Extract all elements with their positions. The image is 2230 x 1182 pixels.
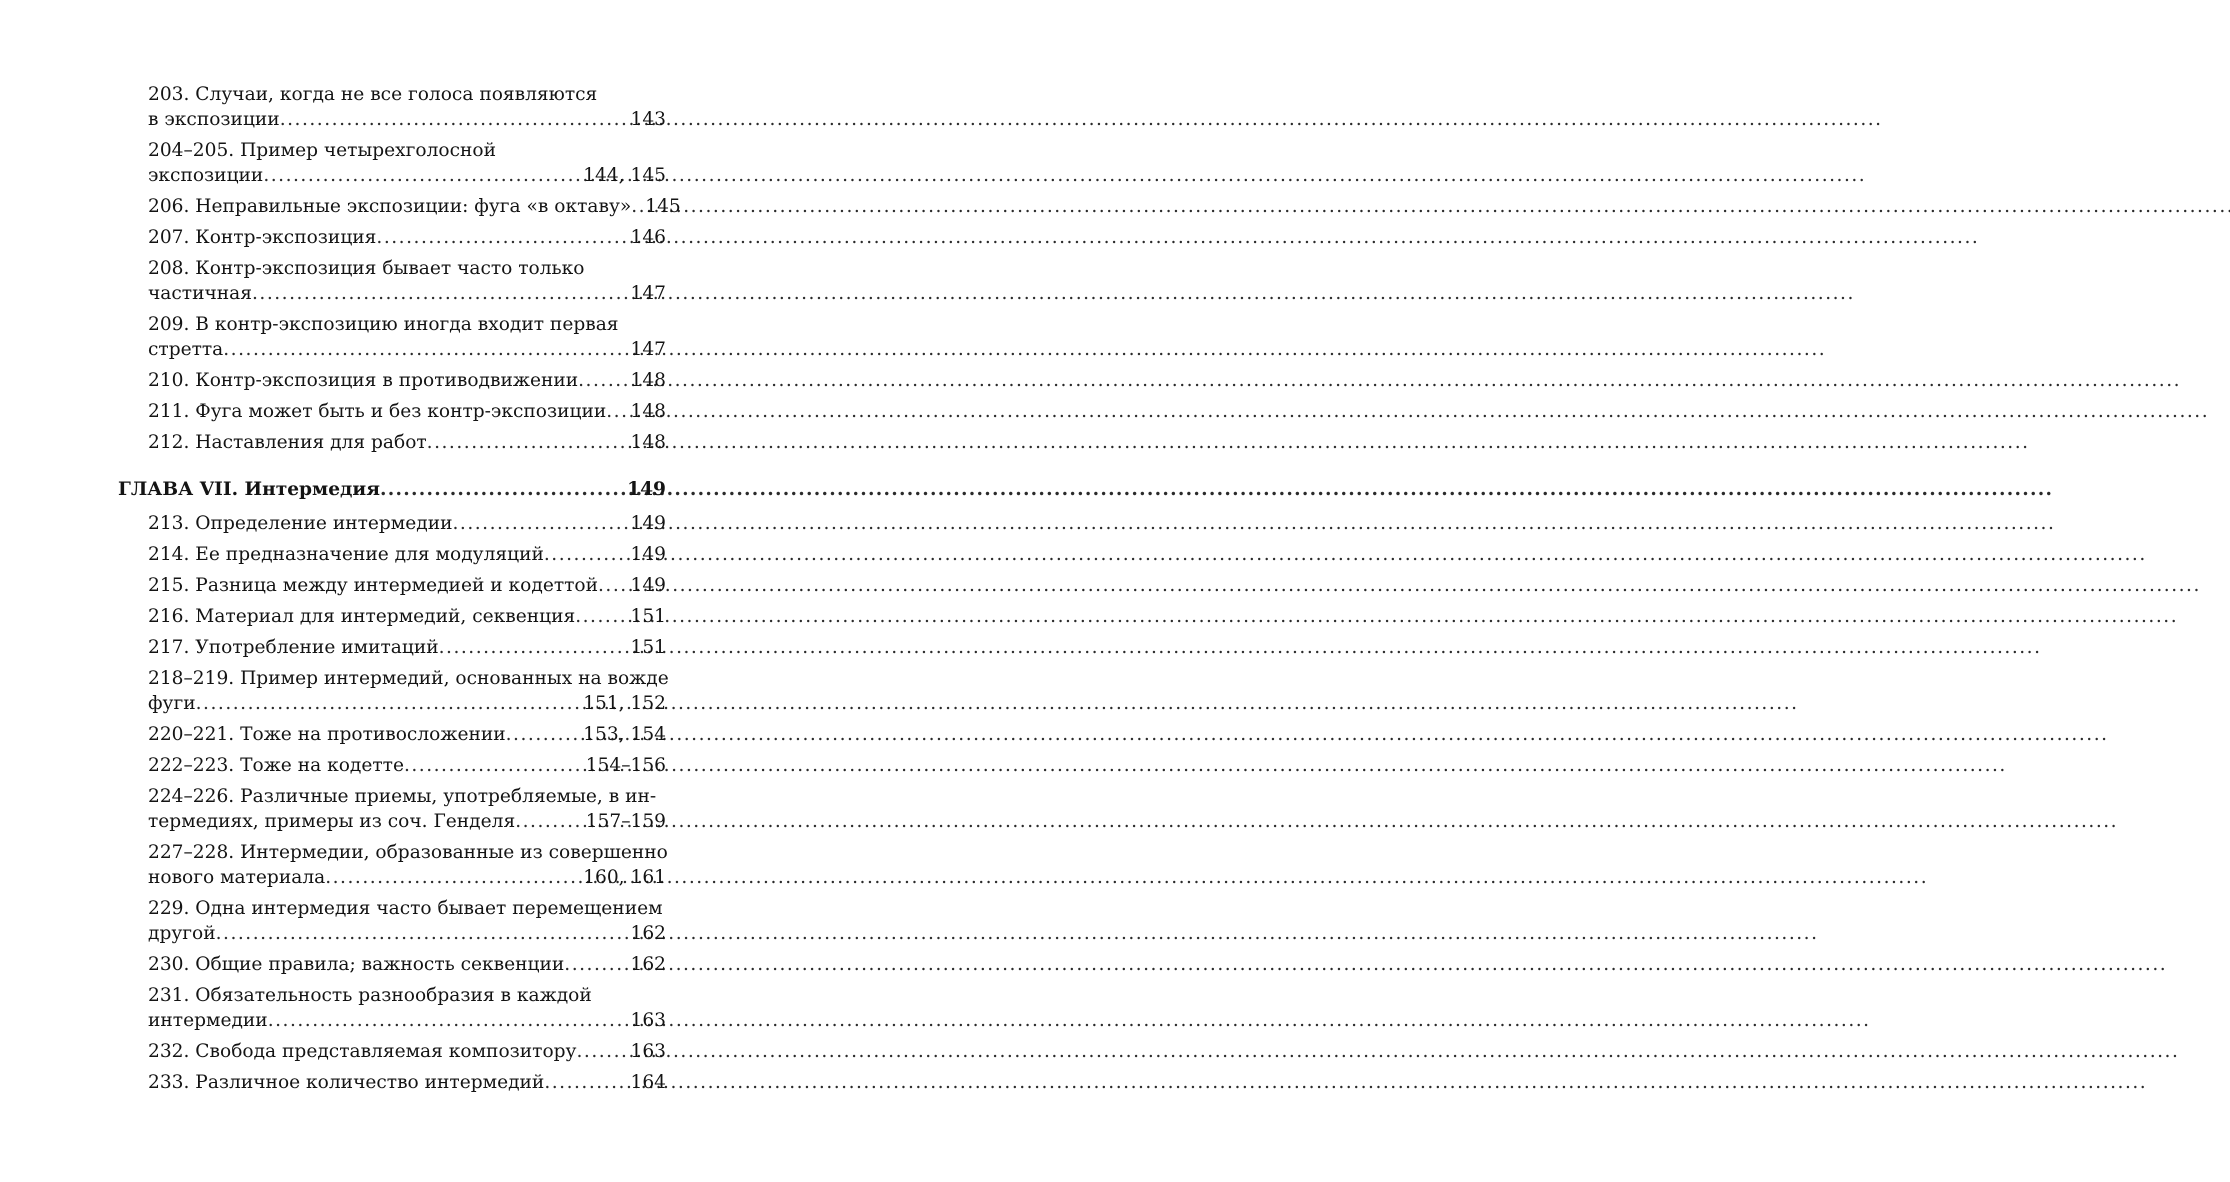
toc-entry-page: 149 [627,479,666,500]
dot-leader [578,368,626,393]
toc-entry-page: 151 [630,606,666,627]
toc-entry-lead-line [148,1008,666,1033]
toc-entry [148,983,666,1033]
toc-entry-lead-line [148,542,666,567]
toc-section-chapter-7 [0,477,756,1101]
toc-entry [148,430,666,455]
toc-entry-text: 207. Контр-экспозиция [148,227,377,248]
toc-entry-lead-line [148,163,666,188]
toc-entry-lead-line [148,865,666,890]
toc-entry-page: 148 [630,432,666,453]
toc-entry-lead-line [148,430,666,455]
toc-entry-page: 147 [630,339,666,360]
toc-entry-text: 217. Употребление имитаций [148,637,439,658]
toc-entry-first-line: 208. Контр-экспозиция бывает часто только [148,258,585,279]
toc-entry [148,722,666,747]
dot-leader [263,163,579,188]
toc-entry-text: нового материала [148,867,326,888]
toc-entry-page: 151, 152 [583,693,666,714]
toc-entry [148,840,666,890]
toc-entry [148,635,666,660]
toc-entry-text: стретта [148,339,224,360]
toc-entry-text: 214. Ее предназначение для модуляций [148,544,544,565]
dot-leader [453,511,627,536]
toc-entry-first-line: 224–226. Различные приемы, употребляемые, в ин- [148,786,657,807]
toc-entry-lead-line [148,194,681,219]
dot-leader [564,952,626,977]
toc-entry [148,256,666,306]
toc-entry-text: 210. Контр-экспозиция в противодвижении [148,370,579,391]
toc-entry-lead-line [148,573,666,598]
toc-entry [148,896,666,946]
toc-entry-first-line: 229. Одна интермедия часто бывает перемещением [148,898,663,919]
toc-entry-lead-line [148,753,666,778]
toc-entry-page: 154–156 [585,755,666,776]
dot-leader [577,1039,627,1064]
toc-entry-text: 213. Определение интермедии [148,513,453,534]
dot-leader [376,225,626,250]
toc-entry-page: 160, 161 [583,867,666,888]
toc-entry [148,225,666,250]
dot-leader [427,430,627,455]
toc-entry-text: термедиях, примеры из соч. Генделя [148,811,516,832]
toc-entry-text: в экспозиции [148,109,280,130]
toc-entry-lead-line [148,952,666,977]
toc-entry-page: 157–159 [585,811,666,832]
toc-entry-text: частичная [148,283,252,304]
toc-entry-text: 230. Общие правила; важность секвенции [148,954,565,975]
toc-entry [148,312,666,362]
toc-entry-page: 149 [630,544,666,565]
toc-entry [148,604,666,629]
toc-entry-text: интермедии [148,1010,268,1031]
toc-entry-text: 215. Разница между интермедией и кодеттой [148,575,598,596]
toc-entry-text: 222–223. Тоже на кодетте [148,755,404,776]
toc-entry-text: 206. Неправильные экспозиции: фуга «в октаву» [148,196,632,217]
toc-entry-lead-line [148,921,666,946]
toc-entry-page: 143 [630,109,666,130]
toc-entry-first-line: 203. Случаи, когда не все голоса появляются [148,84,598,105]
toc-entry-text: другой [148,923,216,944]
toc-entry-lead-line [148,604,666,629]
dot-leader [404,753,582,778]
toc-entry-first-line: 227–228. Интермедии, образованные из совершенно [148,842,668,863]
toc-entry-page: 163 [630,1010,666,1031]
toc-entry-page: 149 [630,513,666,534]
toc-section-chapter-6-continued [0,82,756,461]
dot-leader [544,542,627,567]
toc-entry [148,784,666,834]
toc-entry [148,511,666,536]
toc-entry [148,952,666,977]
book-page [0,0,756,1182]
toc-entry-text: фуги [148,693,196,714]
toc-entry-lead-line [148,225,666,250]
toc-entry [148,1070,666,1095]
dot-leader [606,399,626,424]
toc-entry-page: 144, 145 [583,165,666,186]
dot-leader [515,809,582,834]
dot-leader [631,194,641,219]
toc-entry [148,1039,666,1064]
toc-entry-lead-line [148,337,666,362]
toc-entry-page: 145 [645,196,681,217]
toc-entry-lead-line [148,107,666,132]
dot-leader [439,635,627,660]
toc-entry-lead-line [148,722,666,747]
toc-entry-lead-line [148,281,666,306]
toc-entry-page: 148 [630,370,666,391]
toc-entry-page: 148 [630,401,666,422]
toc-entry-first-line: 209. В контр-экспозицию иногда входит первая [148,314,619,335]
dot-leader [268,1008,627,1033]
toc-entry-page: 162 [630,954,666,975]
dot-leader [598,573,627,598]
toc-entry-page: 153, 154 [583,724,666,745]
toc-entry-text: 232. Свобода представляемая композитору [148,1041,577,1062]
dot-leader [506,722,580,747]
toc-entry [148,666,669,716]
dot-leader [380,477,623,502]
dot-leader [280,107,627,132]
dot-leader [223,337,626,362]
toc-entry-lead-line [148,511,666,536]
toc-entry-text: 211. Фуга может быть и без контр-экспозиции [148,401,607,422]
toc-entry-text: 216. Материал для интермедий, секвенция [148,606,576,627]
toc-entry-lead-line [148,399,666,424]
toc-entry-first-line: 231. Обязательность разнообразия в каждой [148,985,592,1006]
toc-entry-page: 149 [630,575,666,596]
toc-entry-page: 162 [630,923,666,944]
dot-leader [216,921,627,946]
toc-entry-text: 233. Различное количество интермедий [148,1072,545,1093]
toc-entry-page: 146 [630,227,666,248]
toc-entry-first-line: 218–219. Пример интермедий, основанных на вожде [148,668,669,689]
toc-entry-lead-line [148,635,666,660]
toc-entry [148,194,681,219]
toc-entry-text: 220–221. Тоже на противосложении [148,724,506,745]
toc-entry-lead-line [148,1039,666,1064]
toc-entry-page: 163 [630,1041,666,1062]
toc-entry [148,399,666,424]
dot-leader [325,865,579,890]
dot-leader [252,281,627,306]
toc-entry-page: 164 [630,1072,666,1093]
dot-leader [575,604,626,629]
toc-entry-page: 151 [630,637,666,658]
toc-entry [148,573,666,598]
toc-entry-lead-line [148,809,666,834]
toc-entry-lead-line [148,691,666,716]
chapter-heading [118,477,666,502]
toc-entry-text: ГЛАВА VII. Интермедия [118,479,380,500]
toc-entry-first-line: 204–205. Пример четырехголосной [148,140,496,161]
toc-entry-lead-line [118,477,666,502]
toc-entry [148,138,666,188]
dot-leader [196,691,580,716]
toc-entry-text: 212. Наставления для работ [148,432,427,453]
toc-entry [148,82,666,132]
toc-entry [148,753,666,778]
toc-entry-lead-line [148,1070,666,1095]
dot-leader [544,1070,626,1095]
toc-entry-text: экспозиции [148,165,264,186]
toc-entry [148,542,666,567]
toc-entry-page: 147 [630,283,666,304]
toc-entry [148,368,666,393]
toc-entry-lead-line [148,368,666,393]
